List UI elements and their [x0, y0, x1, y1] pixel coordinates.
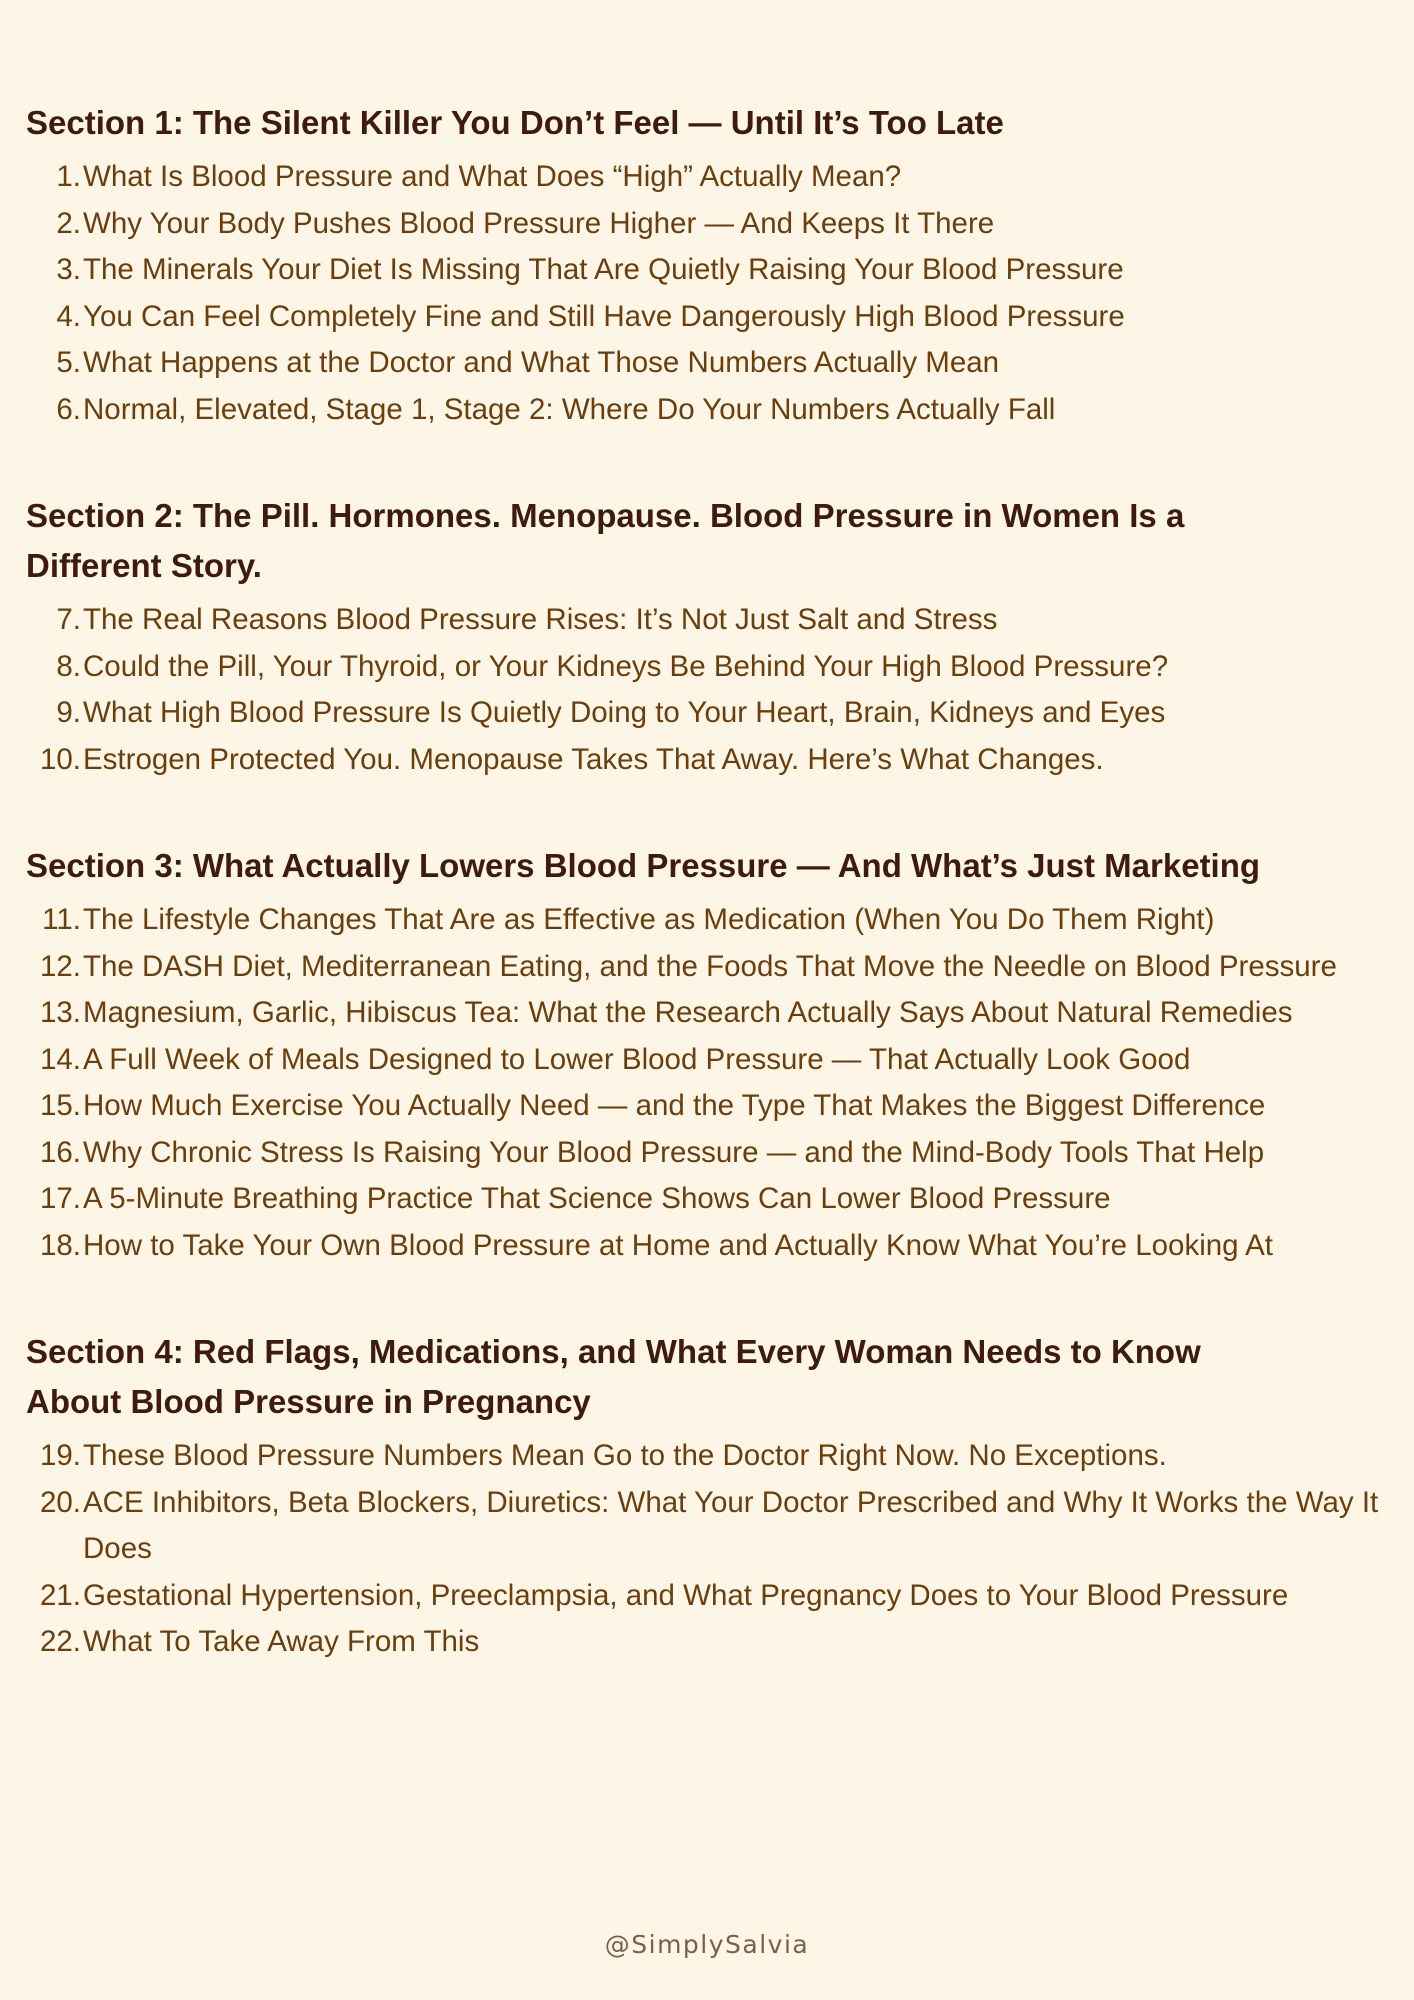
section-4 — [26, 1327, 1414, 1666]
chapter-title: ACE Inhibitors, Beta Blockers, Diuretics: What Your Doctor Prescribed and Why It Works the Way It Does — [83, 1485, 1379, 1565]
chapter-number: 4. — [56, 299, 81, 333]
section-3 — [26, 841, 1414, 1269]
chapter-number: 18. — [39, 1228, 81, 1262]
chapter-title: Gestational Hypertension, Preeclampsia, and What Pregnancy Does to Your Blood Pressure — [83, 1578, 1289, 1612]
chapter-item — [26, 1619, 1414, 1666]
chapter-title: The Minerals Your Diet Is Missing That Are Quietly Raising Your Blood Pressure — [83, 253, 1124, 286]
chapter-title: What Is Blood Pressure and What Does “High” Actually Mean? — [83, 160, 902, 193]
chapter-list — [26, 1433, 1414, 1666]
section-1 — [26, 98, 1414, 433]
chapter-item — [26, 201, 1414, 248]
chapter-number: 13. — [39, 996, 81, 1029]
chapter-number: 3. — [56, 253, 81, 286]
chapter-number: 19. — [39, 1439, 81, 1472]
chapter-title: How to Take Your Own Blood Pressure at Home and Actually Know What You’re Looking At — [83, 1228, 1273, 1262]
chapter-item — [26, 1573, 1414, 1620]
chapter-number: 9. — [56, 696, 81, 729]
chapter-number: 2. — [56, 206, 81, 240]
chapter-item — [26, 897, 1414, 944]
section-title: Section 3: What Actually Lowers Blood Pressure — And What’s Just Marketing — [26, 847, 1261, 884]
chapter-number: 5. — [56, 346, 81, 379]
chapter-item — [26, 737, 1414, 784]
chapter-item — [26, 1037, 1414, 1084]
chapter-title: Why Your Body Pushes Blood Pressure Higher — And Keeps It There — [83, 206, 995, 240]
chapter-number: 20. — [39, 1485, 81, 1519]
chapter-item — [26, 154, 1414, 201]
chapter-number: 14. — [39, 1042, 81, 1076]
chapter-item — [26, 1223, 1414, 1270]
chapter-list — [26, 897, 1414, 1269]
chapter-number: 7. — [56, 603, 81, 636]
chapter-item — [26, 247, 1414, 294]
chapter-number: 16. — [39, 1135, 81, 1169]
chapter-title: You Can Feel Completely Fine and Still Have Dangerously High Blood Pressure — [83, 299, 1125, 333]
chapter-item — [26, 690, 1414, 737]
chapter-item — [26, 944, 1414, 991]
section-title: Section 1: The Silent Killer You Don’t Feel — Until It’s Too Late — [26, 104, 1004, 141]
chapter-number: 21. — [39, 1578, 81, 1612]
chapter-item — [26, 1433, 1414, 1480]
chapter-item — [26, 1130, 1414, 1177]
chapter-title: What Happens at the Doctor and What Those Numbers Actually Mean — [83, 346, 1000, 379]
section-2 — [26, 491, 1414, 783]
sections-container — [26, 98, 1414, 1666]
chapter-number: 8. — [56, 649, 81, 683]
chapter-item — [26, 387, 1414, 434]
chapter-title: Could the Pill, Your Thyroid, or Your Kidneys Be Behind Your High Blood Pressure? — [83, 649, 1169, 683]
chapter-title: What High Blood Pressure Is Quietly Doing to Your Heart, Brain, Kidneys and Eyes — [83, 696, 1166, 729]
author-handle: @SimplySalvia — [604, 1930, 810, 1959]
chapter-number: 6. — [56, 392, 81, 426]
chapter-title: What To Take Away From This — [83, 1625, 480, 1658]
chapter-title: A 5-Minute Breathing Practice That Science Shows Can Lower Blood Pressure — [83, 1182, 1111, 1215]
chapter-title: The Real Reasons Blood Pressure Rises: It’s Not Just Salt and Stress — [83, 603, 998, 636]
chapter-item — [26, 1083, 1414, 1130]
chapter-title: Magnesium, Garlic, Hibiscus Tea: What the Research Actually Says About Natural Remedies — [83, 996, 1293, 1029]
chapter-number: 22. — [39, 1625, 81, 1658]
chapter-item — [26, 597, 1414, 644]
chapter-item — [26, 294, 1414, 341]
chapter-title: The Lifestyle Changes That Are as Effective as Medication (When You Do Them Right) — [83, 903, 1215, 936]
chapter-item — [26, 340, 1414, 387]
chapter-number: 1. — [56, 160, 81, 193]
chapter-number: 17. — [39, 1182, 81, 1215]
section-title: Section 2: The Pill. Hormones. Menopause. Blood Pressure in Women Is a Different Story. — [26, 497, 1185, 584]
chapter-title: The DASH Diet, Mediterranean Eating, and the Foods That Move the Needle on Blood Pressure — [83, 949, 1337, 983]
chapter-title: How Much Exercise You Actually Need — and the Type That Makes the Biggest Difference — [83, 1089, 1266, 1122]
chapter-title: Why Chronic Stress Is Raising Your Blood Pressure — and the Mind-Body Tools That Help — [83, 1135, 1265, 1169]
chapter-item — [26, 1176, 1414, 1223]
chapter-title: Estrogen Protected You. Menopause Takes That Away. Here’s What Changes. — [83, 742, 1104, 776]
chapter-title: Normal, Elevated, Stage 1, Stage 2: Where Do Your Numbers Actually Fall — [83, 392, 1056, 426]
chapter-list — [26, 154, 1414, 433]
chapter-number: 12. — [39, 949, 81, 983]
section-title: Section 4: Red Flags, Medications, and What Every Woman Needs to Know About Blood Pressure in Pregnancy — [26, 1333, 1201, 1420]
chapter-list — [26, 597, 1414, 783]
chapter-title: A Full Week of Meals Designed to Lower Blood Pressure — That Actually Look Good — [83, 1042, 1191, 1076]
chapter-item — [26, 1480, 1414, 1573]
chapter-number: 15. — [39, 1089, 81, 1122]
chapter-number: 11. — [42, 903, 81, 936]
chapter-item — [26, 644, 1414, 691]
chapter-number: 10. — [39, 742, 81, 776]
chapter-title: These Blood Pressure Numbers Mean Go to the Doctor Right Now. No Exceptions. — [83, 1439, 1167, 1472]
chapter-item — [26, 990, 1414, 1037]
